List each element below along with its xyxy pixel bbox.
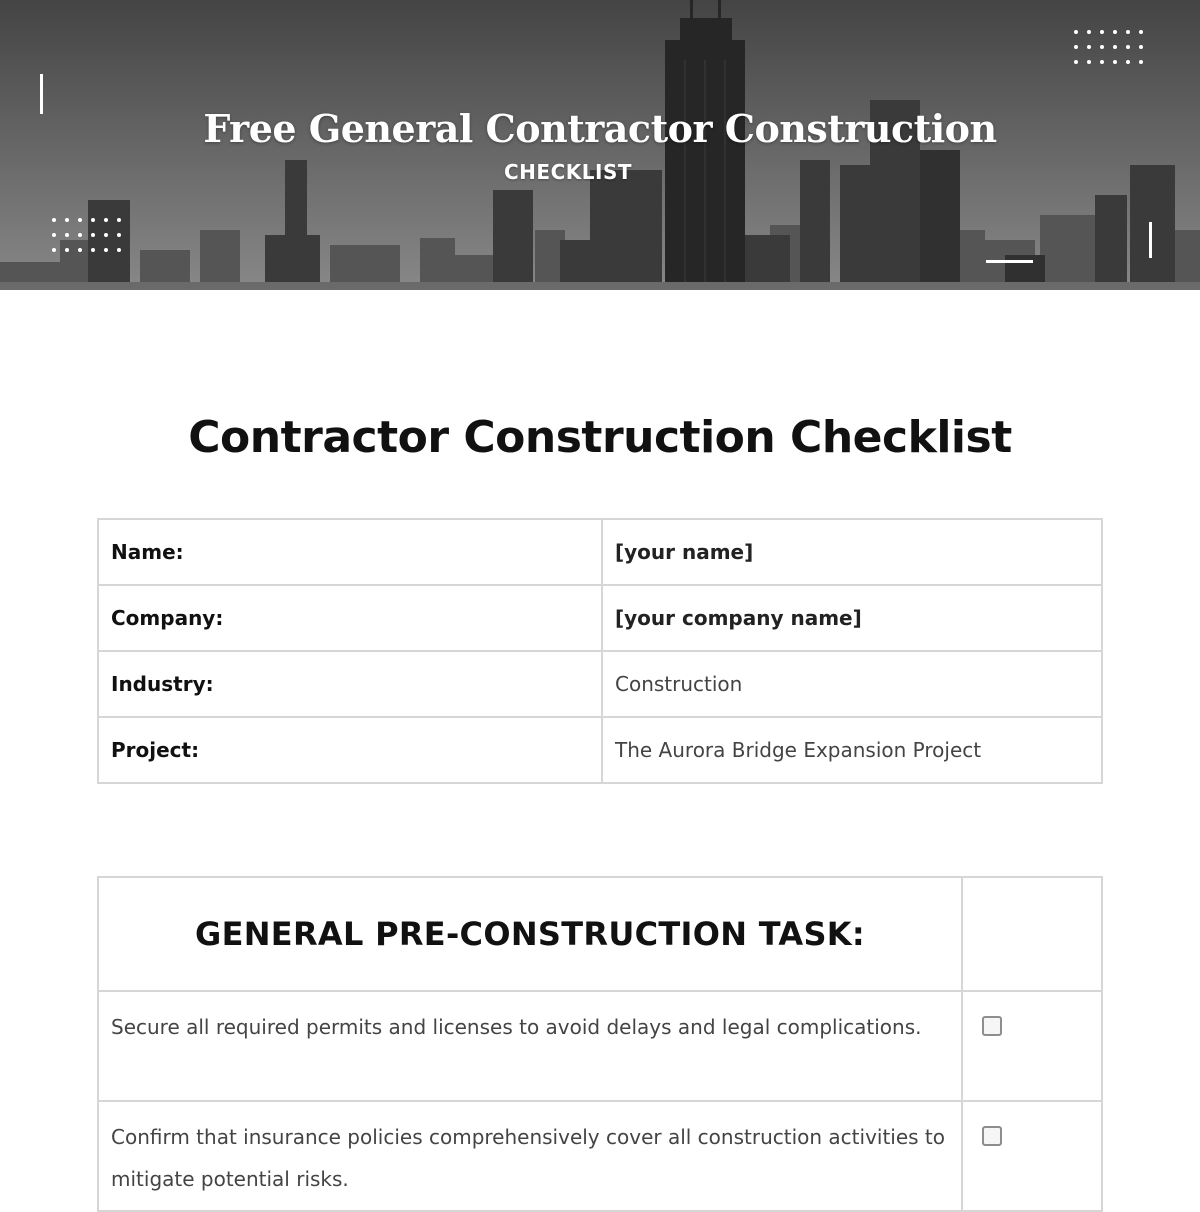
header-banner <box>0 0 1200 290</box>
task-check-cell <box>962 1101 1102 1211</box>
info-label: Company: <box>98 585 602 651</box>
info-row-project <box>98 717 1102 783</box>
info-row-company <box>98 585 1102 651</box>
task-check-cell <box>962 991 1102 1101</box>
task-checkbox[interactable] <box>982 1016 1002 1036</box>
task-text: Confirm that insurance policies comprehensively cover all construction activities to mitigate potential risks. <box>98 1101 962 1211</box>
info-row-industry <box>98 651 1102 717</box>
task-row <box>98 1101 1102 1211</box>
info-table <box>97 518 1103 784</box>
dot-pattern-top-right <box>1072 28 1152 68</box>
info-value-company[interactable]: [your company name] <box>602 585 1102 651</box>
task-header-row <box>98 877 1102 991</box>
accent-line-right <box>1149 222 1152 258</box>
task-section-heading: GENERAL PRE-CONSTRUCTION TASK: <box>98 877 962 991</box>
task-row <box>98 991 1102 1101</box>
info-label: Project: <box>98 717 602 783</box>
info-label: Name: <box>98 519 602 585</box>
task-table <box>97 876 1103 1212</box>
info-value-project[interactable]: The Aurora Bridge Expansion Project <box>602 717 1102 783</box>
page-title: Contractor Construction Checklist <box>188 412 1012 463</box>
dot-pattern-bottom-left <box>50 216 130 256</box>
task-text: Secure all required permits and licenses to avoid delays and legal complications. <box>98 991 962 1101</box>
banner-title: Free General Contractor Construction <box>203 106 997 151</box>
info-value-industry[interactable]: Construction <box>602 651 1102 717</box>
info-row-name <box>98 519 1102 585</box>
info-label: Industry: <box>98 651 602 717</box>
task-header-check-cell <box>962 877 1102 991</box>
banner-subtitle: CHECKLIST <box>504 160 632 184</box>
task-checkbox[interactable] <box>982 1126 1002 1146</box>
info-value-name[interactable]: [your name] <box>602 519 1102 585</box>
accent-line-bottom <box>986 260 1033 263</box>
